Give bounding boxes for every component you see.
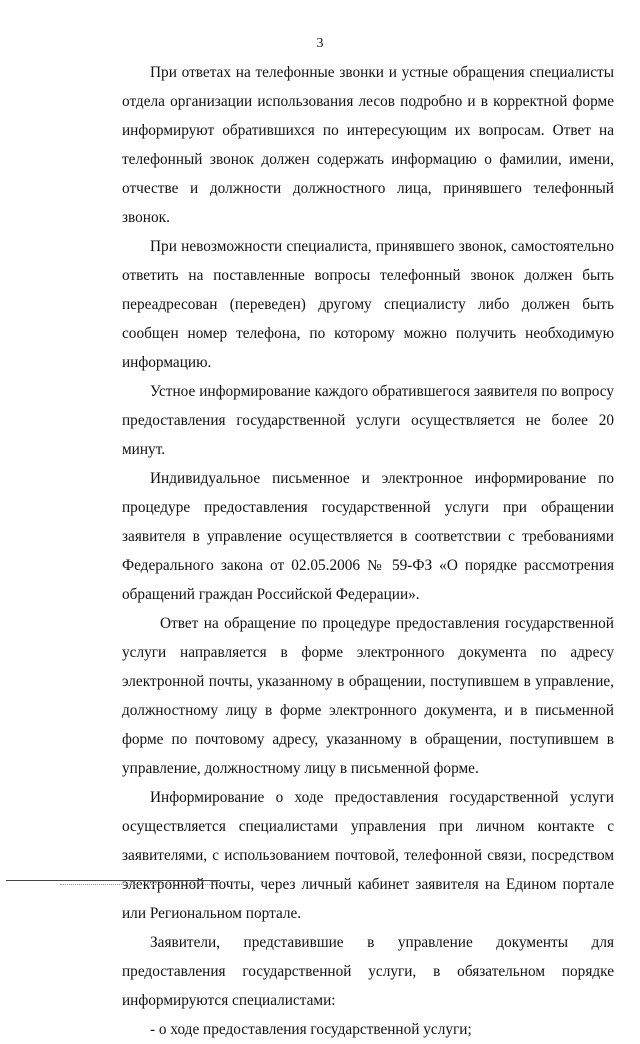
paragraph-call-redirect: При невозможности специалиста, принявшего звонок, самостоятельно ответить на поставленные вопросы телефонный звонок должен быть переадресован (переведен) другому специалисту либо должен быть сообщен номер телефона, по которому можно получить необходимую информацию. [122, 238, 614, 371]
footer-divider-faint [60, 884, 220, 885]
paragraph-applicants-informed: Заявители, представившие в управление документы для предоставления государственной услуги, в обязательном порядке информируются специалистами: [122, 934, 614, 1009]
paragraph-phone-inquiries: При ответах на телефонные звонки и устные обращения специалисты отдела организации использования лесов подробно и в корректной форме информируют обратившихся по интересующим их вопросам. Ответ на телефонный звонок должен содержать информацию о фамилии, имени, отчестве и должности должностного лица, принявшего телефонный звонок. [122, 64, 614, 226]
document-body [122, 58, 614, 1044]
paragraph-progress-informing: Информирование о ходе предоставления государственной услуги осуществляется специалистами управления при личном контакте с заявителями, с использованием почтовой, телефонной связи, посредством электронной почты, через личный кабинет заявителя на Едином портале или Региональном портале. [122, 789, 614, 922]
page-number: 3 [316, 36, 324, 51]
paragraph-oral-informing-limit: Устное информирование каждого обратившегося заявителя по вопросу предоставления государственной услуги осуществляется не более 20 минут. [122, 383, 614, 458]
paragraph-response-delivery: Ответ на обращение по процедуре предоставления государственной услуги направляется в форме электронного документа по адресу электронной почты, указанному в обращении, поступившем в управление, должностному лицу в форме электронного документа, и в письменной форме по почтовому адресу, указанному в обращении, поступившем в управление, должностному лицу в письменной форме. [122, 615, 614, 777]
list-item-progress: - о ходе предоставления государственной услуги; [150, 1021, 472, 1038]
footer-divider [6, 880, 220, 881]
paragraph-written-informing: Индивидуальное письменное и электронное информирование по процедуре предоставления государственной услуги при обращении заявителя в управление осуществляется в соответствии с требованиями Федерального закона от 02.05.2006 № 59-ФЗ «О порядке рассмотрения обращений граждан Российской Федерации». [122, 470, 614, 603]
